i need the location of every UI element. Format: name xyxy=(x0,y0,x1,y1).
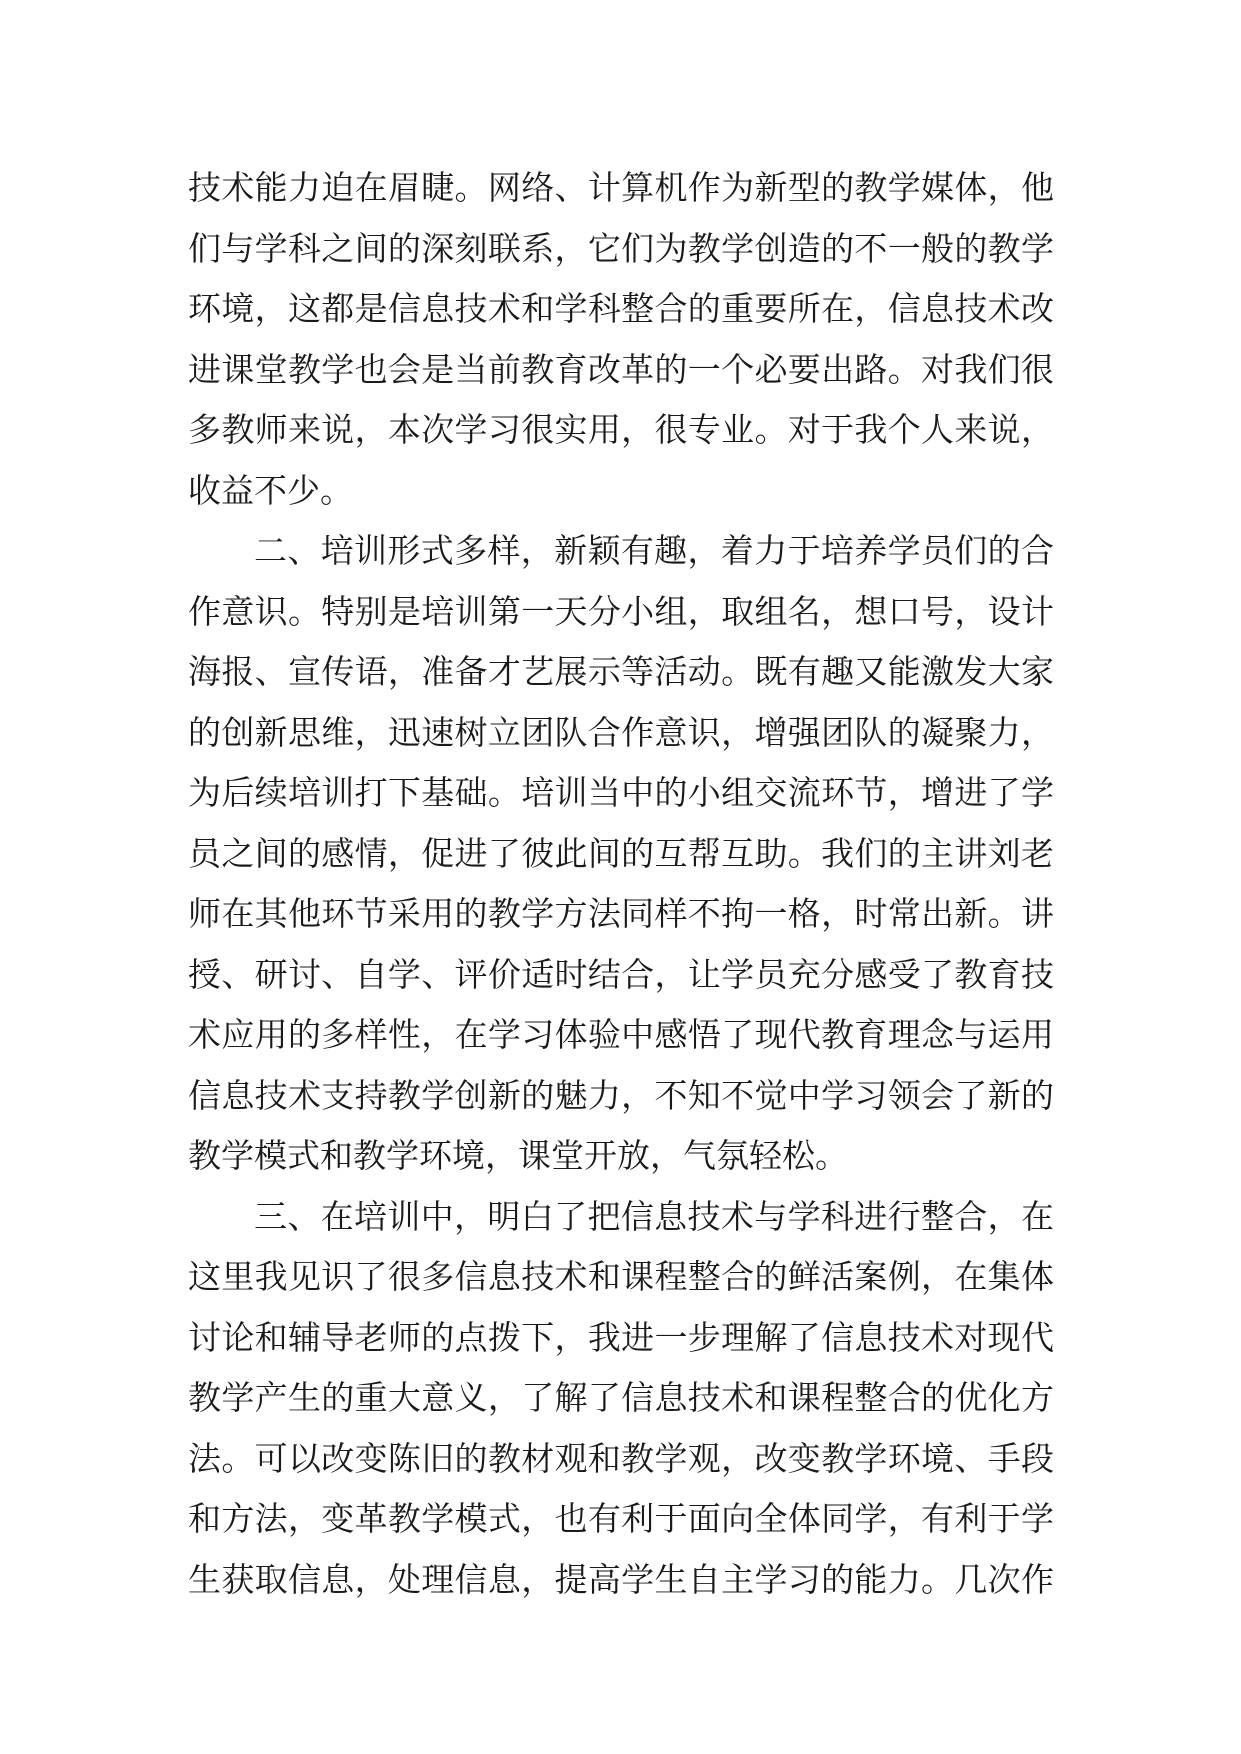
paragraph-2 xyxy=(188,521,1054,1187)
text-line: 收益不少。 xyxy=(188,470,353,510)
text-line: 技术能力迫在眉睫。网络、计算机作为新型的教学媒体，他 xyxy=(188,168,1054,207)
text-line: 环境，这都是信息技术和学科整合的重要所在，信息技术改 xyxy=(188,289,1054,328)
text-line: 教学模式和教学环境，课堂开放，气氛轻松。 xyxy=(188,1136,848,1175)
text-line: 这里我见识了很多信息技术和课程整合的鲜活案例，在集体 xyxy=(188,1257,1054,1296)
text-line: 海报、宣传语，准备才艺展示等活动。既有趣又能激发大家 xyxy=(188,652,1054,691)
text-line: 讨论和辅导老师的点拨下，我进一步理解了信息技术对现代 xyxy=(188,1317,1054,1357)
text-line: 术应用的多样性，在学习体验中感悟了现代教育理念与运用 xyxy=(188,1015,1054,1054)
text-line: 授、研讨、自学、评价适时结合，让学员充分感受了教育技 xyxy=(188,954,1054,994)
text-line: 多教师来说，本次学习很实用，很专业。对于我个人来说， xyxy=(188,410,1054,449)
text-line: 作意识。特别是培训第一天分小组，取组名，想口号，设计 xyxy=(188,591,1054,631)
text-line: 员之间的感情，促进了彼此间的互帮互助。我们的主讲刘老 xyxy=(188,833,1054,873)
paragraph-1 xyxy=(188,158,1054,521)
text-line: 教学产生的重大意义，了解了信息技术和课程整合的优化方 xyxy=(188,1378,1054,1417)
text-line: 二、培训形式多样，新颖有趣，着力于培养学员们的合 xyxy=(254,531,1054,570)
text-line: 信息技术支持教学创新的魅力，不知不觉中学习领会了新的 xyxy=(188,1075,1054,1115)
paragraph-3 xyxy=(188,1187,1054,1611)
document-body xyxy=(188,158,1054,1610)
text-line: 法。可以改变陈旧的教材观和教学观，改变教学环境、手段 xyxy=(188,1438,1054,1478)
text-line: 三、在培训中，明白了把信息技术与学科进行整合，在 xyxy=(254,1196,1054,1236)
text-line: 为后续培训打下基础。培训当中的小组交流环节，增进了学 xyxy=(188,773,1054,812)
text-line: 进课堂教学也会是当前教育改革的一个必要出路。对我们很 xyxy=(188,349,1054,389)
text-line: 和方法，变革教学模式，也有利于面向全体同学，有利于学 xyxy=(188,1499,1054,1538)
text-line: 师在其他环节采用的教学方法同样不拘一格，时常出新。讲 xyxy=(188,894,1054,933)
text-line: 们与学科之间的深刻联系，它们为教学创造的不一般的教学 xyxy=(188,228,1054,268)
text-line: 生获取信息，处理信息，提高学生自主学习的能力。几次作 xyxy=(188,1559,1054,1599)
text-line: 的创新思维，迅速树立团队合作意识，增强团队的凝聚力， xyxy=(188,712,1054,752)
